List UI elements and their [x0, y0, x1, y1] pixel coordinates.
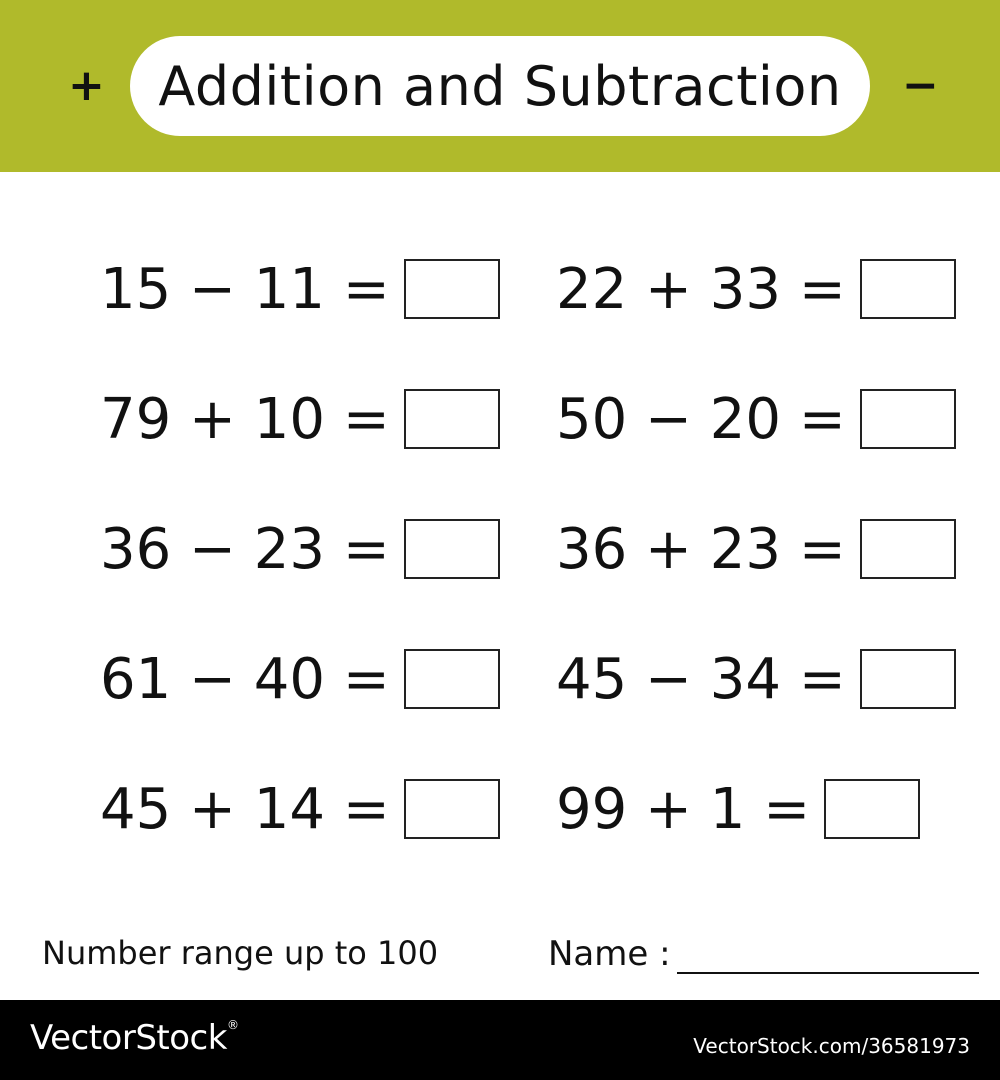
problem-right-2: [556, 386, 956, 452]
problem-expression: 50 − 20 =: [556, 386, 846, 452]
image-id: VectorStock.com/36581973: [693, 1034, 970, 1058]
answer-box[interactable]: [404, 259, 500, 319]
problem-right-4: [556, 646, 956, 712]
answer-box[interactable]: [404, 519, 500, 579]
watermark-bar: [0, 1000, 1000, 1080]
problem-expression: 45 + 14 =: [100, 776, 390, 842]
problem-left-5: [100, 776, 500, 842]
problem-left-2: [100, 386, 500, 452]
answer-box[interactable]: [824, 779, 920, 839]
problem-expression: 22 + 33 =: [556, 256, 846, 322]
problem-expression: 36 + 23 =: [556, 516, 846, 582]
problem-right-3: [556, 516, 956, 582]
header-banner: [0, 0, 1000, 172]
answer-box[interactable]: [860, 389, 956, 449]
name-field: [548, 934, 979, 974]
registered-mark: ®: [226, 1018, 239, 1032]
worksheet-title: Addition and Subtraction: [158, 54, 842, 118]
problem-left-3: [100, 516, 500, 582]
problem-right-1: [556, 256, 956, 322]
problem-left-4: [100, 646, 500, 712]
problem-expression: 15 − 11 =: [100, 256, 390, 322]
answer-box[interactable]: [404, 779, 500, 839]
problem-expression: 79 + 10 =: [100, 386, 390, 452]
minus-sign: −: [902, 60, 939, 111]
problem-expression: 61 − 40 =: [100, 646, 390, 712]
answer-box[interactable]: [860, 519, 956, 579]
answer-box[interactable]: [860, 259, 956, 319]
title-pill: [130, 36, 870, 136]
number-range-note: Number range up to 100: [42, 934, 439, 972]
problem-expression: 99 + 1 =: [556, 776, 811, 842]
name-input-line[interactable]: [677, 942, 979, 974]
plus-sign: +: [68, 60, 105, 111]
logo-text: VectorStock: [30, 1018, 227, 1058]
problem-expression: 45 − 34 =: [556, 646, 846, 712]
vectorstock-logo: [30, 1018, 238, 1058]
problem-right-5: [556, 776, 920, 842]
answer-box[interactable]: [404, 649, 500, 709]
problem-left-1: [100, 256, 500, 322]
name-label: Name :: [548, 934, 671, 974]
answer-box[interactable]: [860, 649, 956, 709]
answer-box[interactable]: [404, 389, 500, 449]
problem-expression: 36 − 23 =: [100, 516, 390, 582]
